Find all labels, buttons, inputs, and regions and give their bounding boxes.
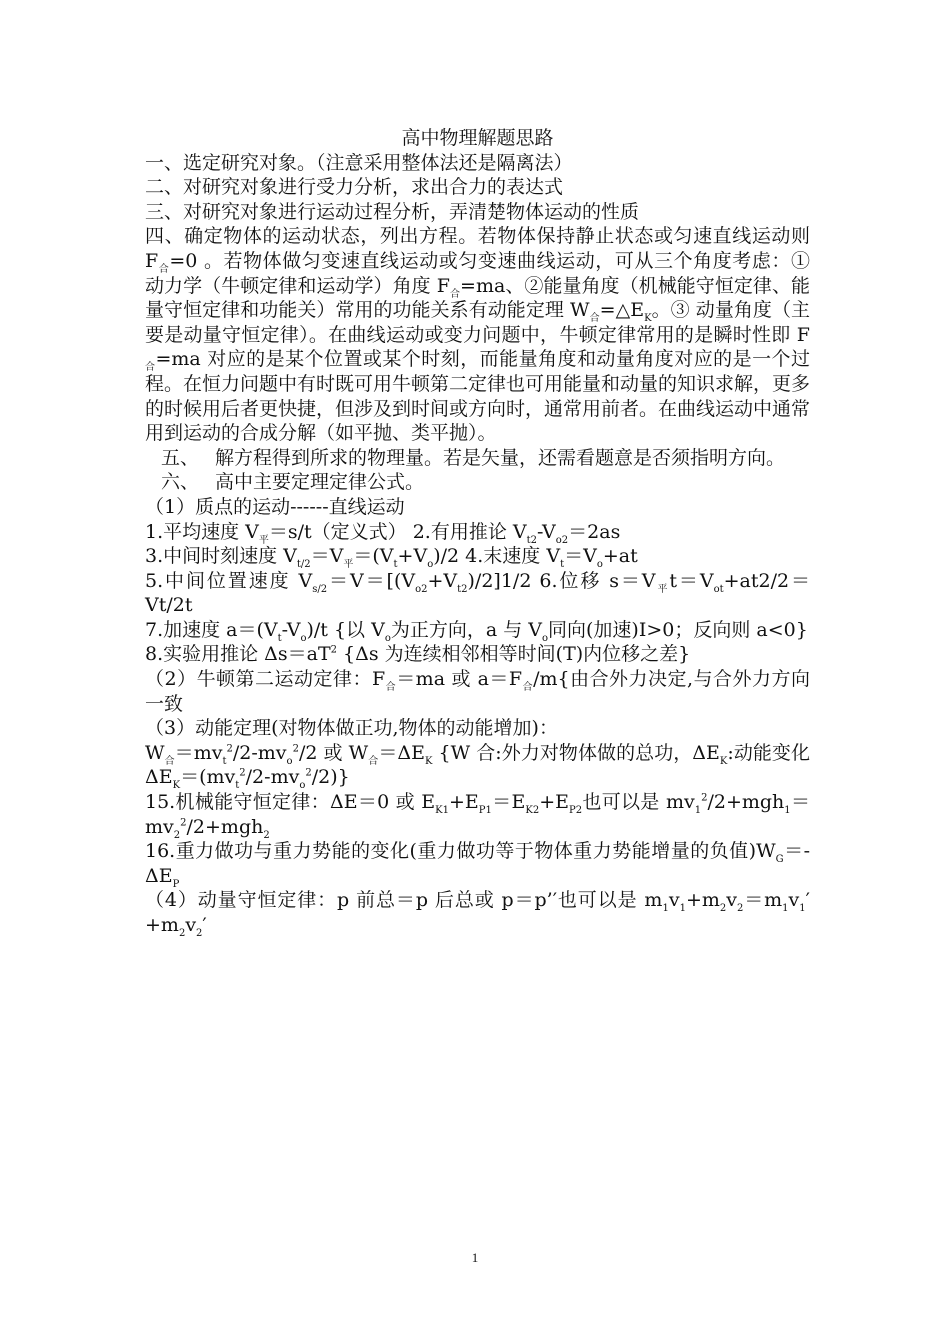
document-body [145,126,810,938]
step-5: 五、 解方程得到所求的物理量。若是矢量，还需看题意是否须指明方向。 [161,446,786,469]
formula-5-6: 5.中间位置速度 $V_{s/2}=V=[(V_{o2}+V_{t2})/2]1/2$ 6.位移 $s=V_平t=V_{ot}+at2/2=Vt/2t$ [145,569,811,617]
kinetic-energy-theorem: $W_合=mv_t^2/2-mv_o^2/2$ 或 $W_合=\Delta E_K$ {W 合:外力对物体做的总功，$\Delta E_K$:动能变化 $\Delta E_K=(mv_t^2/2-mv_o^2/2)$} [145,741,810,792]
formula-3-4: 3.中间时刻速度 $V_{t/2}=V_平=(V_t+V_o)/2$ 4.末速度 $V_t=V_o+at$ [145,545,638,570]
document-title: 高中物理解题思路 [401,127,554,149]
step-2: 二、对研究对象进行受力分析，求出合力的表达式 [145,176,564,199]
step-3: 三、对研究对象进行运动过程分析，弄清楚物体运动的性质 [145,200,640,223]
section-1-heading: （1）质点的运动------直线运动 [145,495,405,518]
formula-16: 16.重力做功与重力势能的变化(重力做功等于物体重力势能增量的负值)$W_G=-\Delta E_P$ [145,840,810,890]
step-1: 一、选定研究对象。（注意采用整体法还是隔离法） [145,151,573,174]
section-3-heading: （3）动能定理(对物体做正功,物体的动能增加)： [145,717,558,740]
section-2: （2）牛顿第二运动定律：$F_合=ma$ 或 $a=F_合/m${由合外力决定,与合外力方向一致 [145,668,811,715]
formula-8: 8.实验用推论 $\Delta s=aT^2$ {Δs 为连续相邻相等时间(T)内位移之差} [145,643,691,666]
formula-7: 7.加速度 $a=(V_t-V_o)/t$ {以 $V_o$为正方向，a 与 $V_o$同向(加速)I>0；反向则 a<0} [145,618,808,644]
formula-1-2: 1.平均速度 $V_平=s/t$（定义式） 2.有用推论 $V_{t2}-V_{o2}=2as$ [145,520,621,546]
step-4: 四、确定物体的运动状态，列出方程。若物体保持静止状态或匀速直线运动则 $F_合=0$ 。若物体做匀变速直线运动或匀变速曲线运动，可从三个角度考虑：①动力学（牛顿定律和运动学）角度 $F_合=ma$、②能量角度（机械能守恒定律、能量守恒定律和功能关）常用的功能关系有动能定理 $W_合=\triangle E_K$。③ 动量角度（主要是动量守恒定律）。在曲线运动或变力问题中，牛顿定律常用的是瞬时性即 $F_合=ma$ 对应的是某个位置或某个时刻，而能量角度和动量角度对应的是一个过程。在恒力问题中有时既可用牛顿第二定律也可用能量和动量的知识求解，更多的时候用后者更快捷，但涉及到时间或方向时，通常用前者。在曲线运动中通常用到运动的合成分解（如平抛、类平抛）。 [145,225,811,445]
section-4: （4）动量守恒定律：p 前总＝p 后总或 p＝p’′也可以是 $m_1v_1+m_2v_2=m_1v_1'+m_2v_2'$ [145,889,810,939]
formula-15: 15.机械能守恒定律：ΔE＝0 或 $E_{K1}+E_{P1}=E_{K2}+E_{P2}$也可以是 $mv_1^2/2+mgh_1=mv_2^2/2+mgh_2$ [145,791,810,841]
page-number: 1 [471,1250,479,1265]
step-6: 六、 高中主要定理定律公式。 [161,471,425,494]
